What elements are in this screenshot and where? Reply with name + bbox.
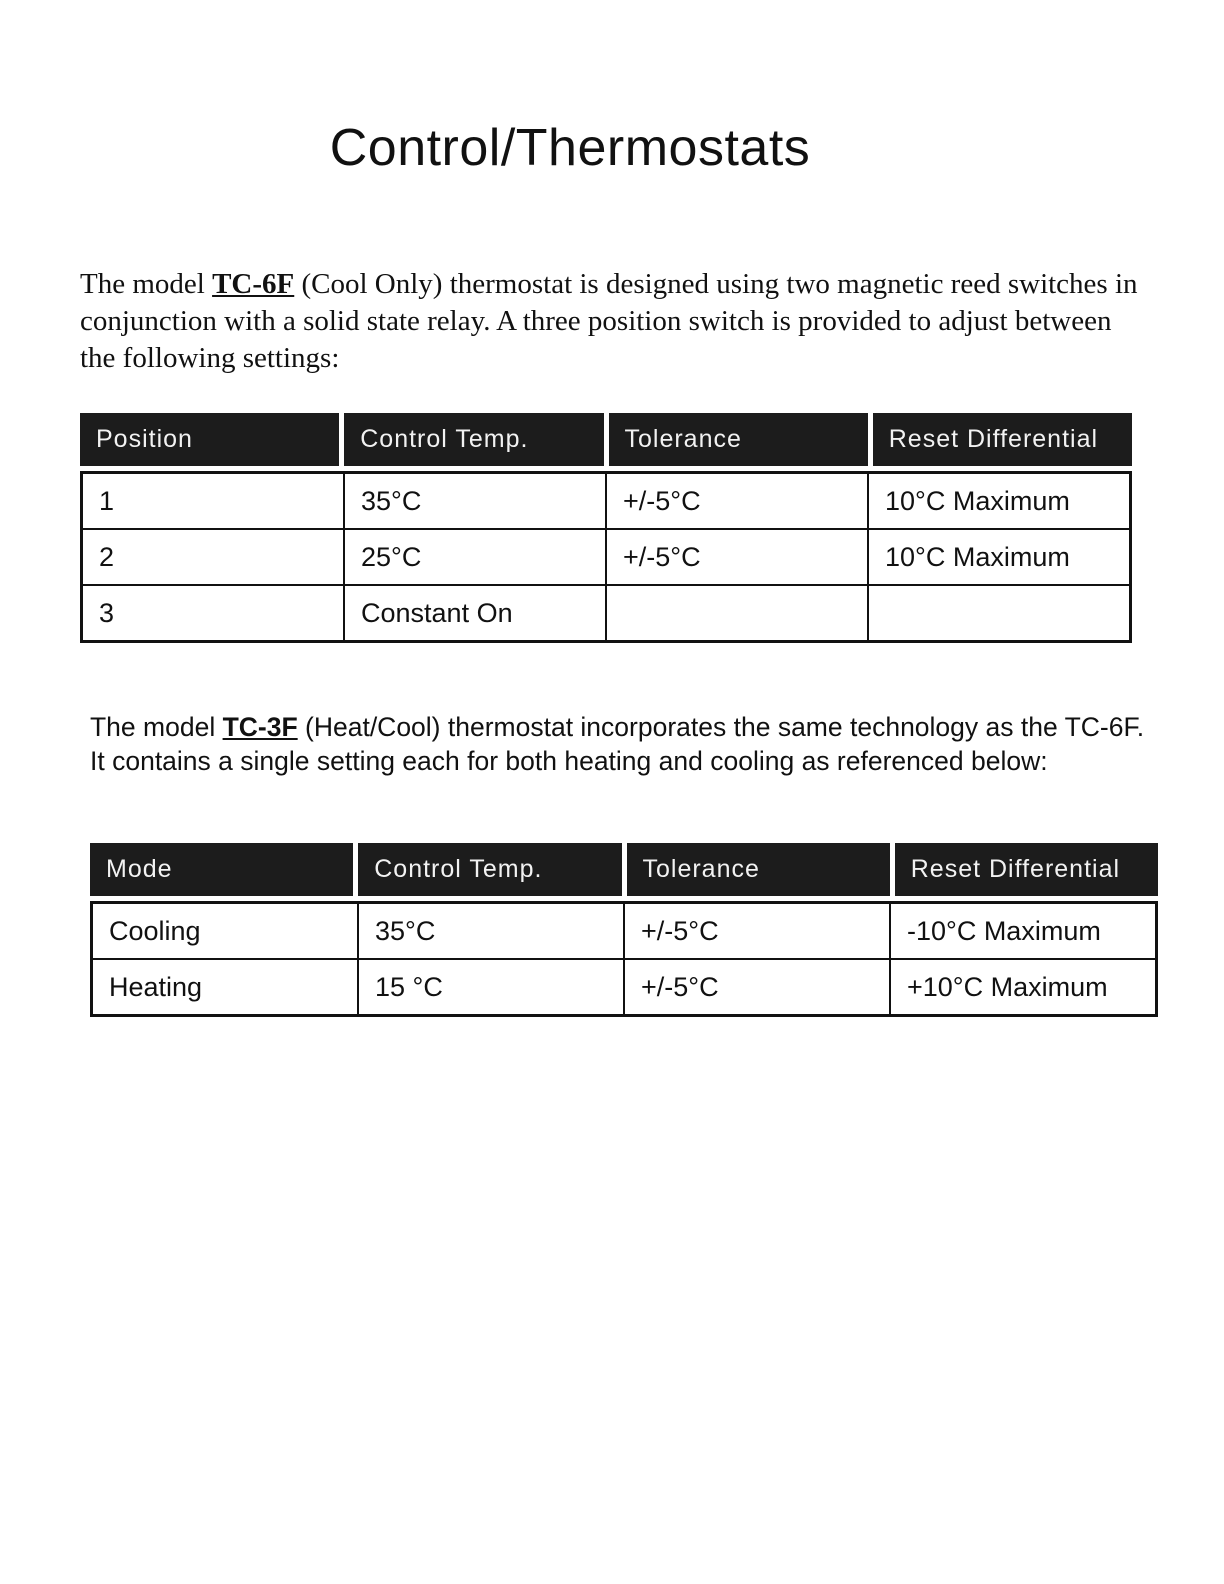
table-body: [80, 471, 1132, 643]
cell-control-temp: 15 °C: [359, 960, 625, 1014]
tc6f-model-name: TC-6F: [212, 268, 295, 300]
cell-reset-differential: 10°C Maximum: [885, 541, 1070, 572]
table-body: [90, 901, 1158, 1017]
cell-tolerance: [607, 586, 869, 640]
table-row: [83, 586, 1129, 640]
cell-control-temp: 35°C: [345, 474, 607, 528]
cell-tolerance: +/-5°C: [625, 960, 891, 1014]
page-title: Control/Thermostats: [329, 119, 811, 177]
cell-reset-differential: -10°C Maximum: [907, 915, 1101, 946]
cell-mode: Cooling: [93, 904, 359, 958]
cell-reset-differential: +10°C Maximum: [907, 971, 1108, 1002]
tc6f-settings-table: [80, 413, 1132, 643]
cell-tolerance: +/-5°C: [607, 530, 869, 584]
tc6f-text-before: The model: [80, 268, 213, 300]
cell-control-temp: 25°C: [345, 530, 607, 584]
cell-position: 2: [83, 530, 345, 584]
cell-reset-differential: [869, 586, 1129, 640]
cell-tolerance: +/-5°C: [607, 474, 869, 528]
table-row: [93, 960, 1155, 1014]
cell-control-temp: Constant On: [345, 586, 607, 640]
header-control-temp: Control Temp.: [344, 413, 603, 466]
cell-control-temp: 35°C: [359, 904, 625, 958]
table-row: [83, 474, 1129, 530]
tc6f-text-after: (Cool Only) thermostat is designed using two magnetic reed switches in conjunction with a solid state relay. A three position switch is provided to adjust between the following settings:: [80, 268, 1138, 374]
header-reset-differential: Reset Differential: [873, 413, 1132, 466]
cell-position: 1: [83, 474, 345, 528]
header-tolerance: Tolerance: [627, 843, 890, 896]
header-position: Position: [80, 413, 339, 466]
table-header-row: [90, 843, 1158, 896]
header-control-temp: Control Temp.: [358, 843, 621, 896]
header-reset-differential: Reset Differential: [895, 843, 1158, 896]
cell-mode: Heating: [93, 960, 359, 1014]
tc3f-description: [90, 710, 1160, 778]
tc3f-settings-table: [90, 843, 1158, 1017]
header-tolerance: Tolerance: [609, 413, 868, 466]
cell-reset-differential: 10°C Maximum: [885, 485, 1070, 516]
cell-tolerance: +/-5°C: [625, 904, 891, 958]
tc3f-model-name: TC-3F: [222, 712, 298, 742]
table-header-row: [80, 413, 1132, 466]
cell-position: 3: [83, 586, 345, 640]
tc3f-text-before: The model: [90, 712, 223, 742]
tc3f-text-after: (Heat/Cool) thermostat incorporates the same technology as the TC-6F. It contains a single setting each for both heating and cooling as referenced below:: [90, 712, 1145, 776]
header-mode: Mode: [90, 843, 353, 896]
tc6f-description: [80, 266, 1140, 377]
table-row: [83, 530, 1129, 586]
table-row: [93, 904, 1155, 960]
